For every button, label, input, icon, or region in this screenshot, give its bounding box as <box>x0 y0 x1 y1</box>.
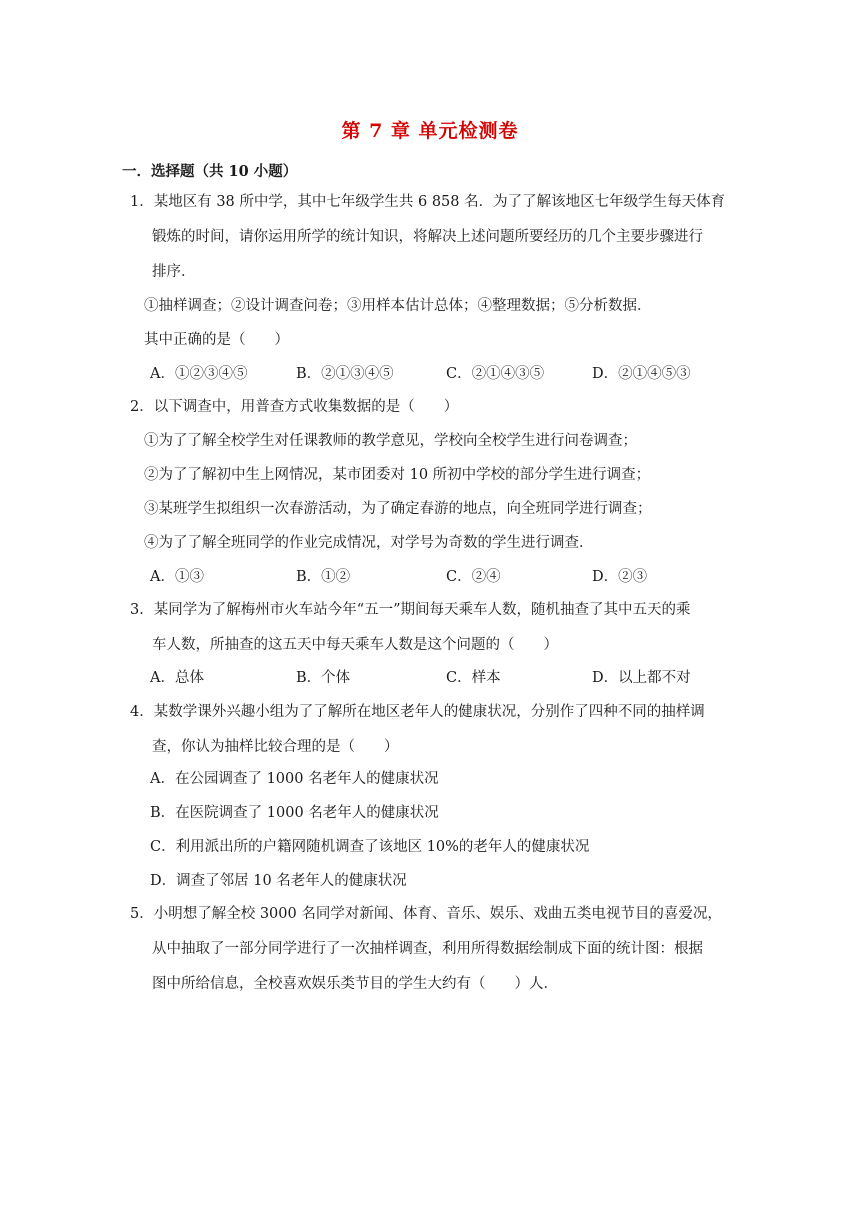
question-3-stem-line-1: 3．某同学为了解梅州市火车站今年“五一”期间每天乘车人数，随机抽查了其中五天的乘 <box>130 602 691 618</box>
question-1-steps: ①抽样调查；②设计调查问卷；③用样本估计总体；④整理数据；⑤分析数据． <box>144 298 652 314</box>
question-4-option-a: A．在公园调查了 1000 名老年人的健康状况 <box>150 771 439 787</box>
question-4-option-c: C．利用派出所的户籍网随机调查了该地区 10%的老年人的健康状况 <box>150 839 590 855</box>
question-3-option-a: A．总体 <box>150 670 204 686</box>
question-5-stem-line-2: 从中抽取了一部分同学进行了一次抽样调查，利用所得数据绘制成下面的统计图：根据 <box>152 941 703 957</box>
section-heading: 一．选择题（共 10 小题） <box>122 163 298 180</box>
question-4-option-d: D．调查了邻居 10 名老年人的健康状况 <box>150 873 407 889</box>
question-4-stem-line-2: 查，你认为抽样比较合理的是（ ） <box>152 739 399 755</box>
question-2-item-4: ④为了了解全班同学的作业完成情况，对学号为奇数的学生进行调查． <box>144 535 594 551</box>
question-3-option-c: C．样本 <box>446 670 501 686</box>
question-3-option-b: B．个体 <box>296 670 351 686</box>
question-2-option-d: D．②③ <box>592 569 648 585</box>
question-1-stem-line-3: 排序． <box>152 264 196 280</box>
question-2-item-1: ①为了了解全校学生对任课教师的教学意见，学校向全校学生进行问卷调查； <box>144 433 637 449</box>
question-2-option-b: B．①② <box>296 569 351 585</box>
question-1-option-a: A．①②③④⑤ <box>150 366 248 382</box>
question-2-stem: 2．以下调查中，用普查方式收集数据的是（ ） <box>130 399 459 415</box>
question-2-option-c: C．②④ <box>446 569 501 585</box>
question-1-stem-line-2: 锻炼的时间，请你运用所学的统计知识，将解决上述问题所要经历的几个主要步骤进行 <box>152 229 703 245</box>
question-4-stem-line-1: 4．某数学课外兴趣小组为了了解所在地区老年人的健康状况，分别作了四种不同的抽样调 <box>130 704 705 720</box>
question-5-stem-line-1: 5．小明想了解全校 3000 名同学对新闻、体育、音乐、娱乐、戏曲五类电视节目的喜爱况， <box>130 906 722 922</box>
question-1-prompt: 其中正确的是（ ） <box>144 332 289 348</box>
question-1-stem-line-1: 1．某地区有 38 所中学，其中七年级学生共 6 858 名．为了了解该地区七年级学生每天体育 <box>130 194 726 210</box>
question-2-item-3: ③某班学生拟组织一次春游活动，为了确定春游的地点，向全班同学进行调查； <box>144 501 652 517</box>
question-2-option-a: A．①③ <box>150 569 204 585</box>
question-2-item-2: ②为了了解初中生上网情况，某市团委对 10 所初中学校的部分学生进行调查； <box>144 467 651 483</box>
question-5-stem-line-3: 图中所给信息，全校喜欢娱乐类节目的学生大约有（ ）人． <box>152 976 558 992</box>
question-1-option-b: B．②①③④⑤ <box>296 366 394 382</box>
question-3-option-d: D．以上都不对 <box>592 670 691 686</box>
document-title: 第 7 章 单元检测卷 <box>341 120 519 142</box>
question-1-option-c: C．②①④③⑤ <box>446 366 545 382</box>
question-4-option-b: B．在医院调查了 1000 名老年人的健康状况 <box>150 805 439 821</box>
question-1-option-d: D．②①④⑤③ <box>592 366 691 382</box>
question-3-stem-line-2: 车人数，所抽查的这五天中每天乘车人数是这个问题的（ ） <box>152 637 558 653</box>
